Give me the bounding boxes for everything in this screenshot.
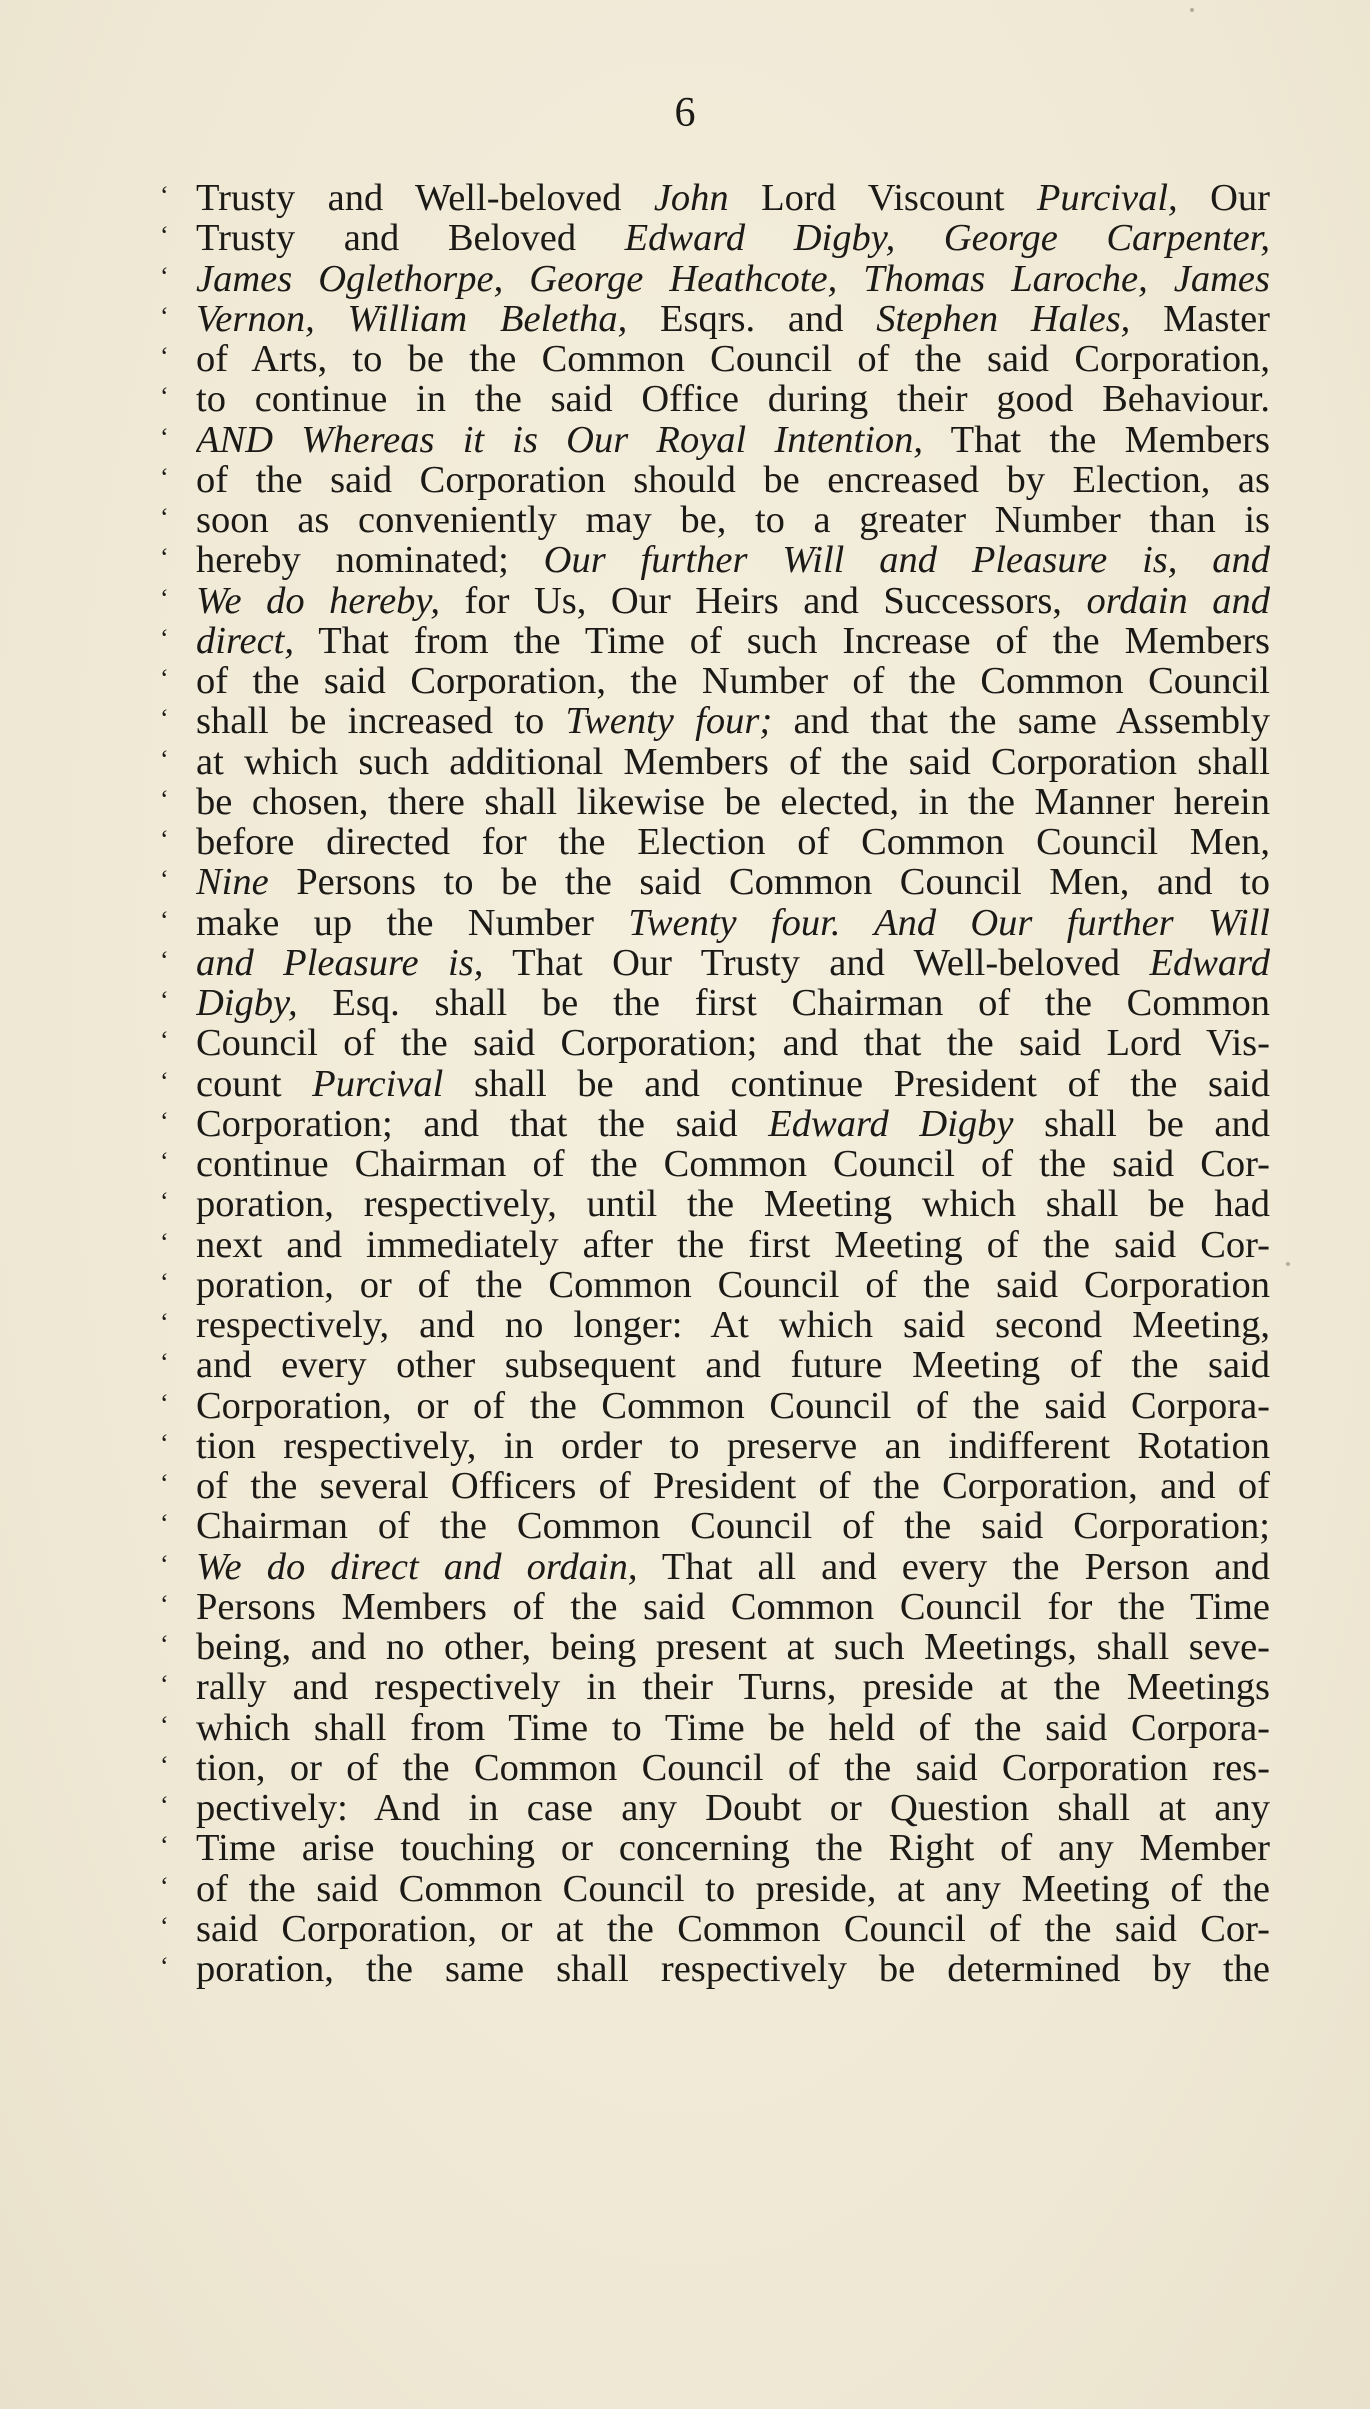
quote-mark: ‘ [160, 1630, 169, 1659]
text-line [160, 742, 1270, 782]
text-run: before directed for the Election of Common Council Men, [196, 822, 1270, 863]
quote-mark: ‘ [160, 261, 169, 291]
italic-run: and Pleasure is, [196, 942, 484, 983]
text-run: Esq. shall be the first Chairman of the Common [297, 983, 1270, 1024]
italic-run: Purcival, [1036, 178, 1178, 219]
text-run: next and immediately after the first Meeting of the said Cor- [196, 1224, 1270, 1265]
text-run: Trusty and Beloved [196, 218, 625, 259]
line-text [196, 500, 1270, 540]
text-run: soon as conveniently may be, to a greater Number than is [196, 500, 1270, 541]
text-run: Corporation, or of the Common Council of the said Corpora- [196, 1385, 1270, 1426]
text-run: make up the Number [196, 902, 629, 943]
text-line [160, 460, 1270, 500]
line-text [196, 1708, 1270, 1748]
quote-mark: ‘ [160, 1308, 169, 1337]
quote-mark: ‘ [160, 1871, 169, 1901]
text-line [160, 1949, 1270, 1989]
quote-mark: ‘ [160, 1710, 169, 1740]
line-text [196, 1667, 1270, 1707]
quote-mark: ‘ [160, 704, 169, 734]
italic-run: We do direct and ordain, [196, 1546, 638, 1587]
line-text [196, 1225, 1270, 1265]
text-line [160, 218, 1270, 258]
quote-mark: ‘ [160, 181, 169, 210]
line-text [196, 1869, 1270, 1909]
paper-speck [1190, 8, 1194, 12]
text-run: and that the same Assembly [772, 701, 1270, 742]
text-run: Trusty and Well-beloved [196, 178, 654, 219]
quote-mark: ‘ [160, 865, 169, 895]
text-line [160, 661, 1270, 701]
italic-run: James Oglethorpe, George Heathcote, Thomas Laroche, James [196, 258, 1270, 299]
text-line [160, 1305, 1270, 1345]
text-run: Chairman of the Common Council of the said Corporation; [196, 1506, 1270, 1547]
quote-mark: ‘ [160, 1549, 169, 1579]
text-line [160, 822, 1270, 862]
text-run: shall be increased to [196, 701, 566, 742]
line-text [196, 1587, 1270, 1627]
text-run: Our [1177, 178, 1270, 219]
quote-mark: ‘ [160, 382, 169, 412]
text-line [160, 1345, 1270, 1385]
quote-mark: ‘ [160, 342, 169, 371]
text-line [160, 1064, 1270, 1104]
italic-run: Nine [196, 862, 269, 903]
text-line [160, 1023, 1270, 1063]
line-text [196, 1466, 1270, 1506]
quote-mark: ‘ [160, 1026, 169, 1056]
line-text [196, 1909, 1270, 1949]
text-run: Lord Viscount [728, 178, 1037, 219]
line-text [196, 1828, 1270, 1868]
italic-run: AND Whereas it is Our Royal Intention, [196, 419, 924, 460]
text-run: be chosen, there shall likewise be elected, in the Manner herein [196, 781, 1270, 822]
text-run: tion respectively, in order to preserve an indifferent Rotation [196, 1425, 1270, 1466]
text-run: of the several Officers of President of the Corporation, and of [196, 1466, 1270, 1507]
quote-mark: ‘ [160, 1147, 169, 1176]
text-line [160, 1144, 1270, 1184]
quote-mark: ‘ [160, 1469, 169, 1498]
text-run: That from the Time of such Increase of the Members [294, 620, 1270, 661]
quote-mark: ‘ [160, 1227, 169, 1257]
quote-mark: ‘ [160, 503, 169, 532]
text-line [160, 299, 1270, 339]
text-run: Master [1130, 298, 1270, 339]
quote-mark: ‘ [160, 1670, 169, 1700]
text-line [160, 1869, 1270, 1909]
text-run: Persons Members of the said Common Council for the Time [196, 1586, 1270, 1627]
text-line [160, 862, 1270, 902]
quote-mark: ‘ [160, 1952, 169, 1981]
line-text [196, 218, 1270, 258]
text-line [160, 1547, 1270, 1587]
text-line [160, 1225, 1270, 1265]
quote-mark: ‘ [160, 1428, 169, 1458]
italic-run: Digby, [196, 983, 298, 1024]
text-run: pectively: And in case any Doubt or Question shall at any [196, 1788, 1270, 1829]
italic-run: Edward Digby, George Carpenter, [624, 218, 1270, 259]
line-text [196, 1426, 1270, 1466]
italic-run: Our further Will and Pleasure is, and [543, 540, 1270, 581]
line-text [196, 1547, 1270, 1587]
italic-run: Twenty four; [565, 701, 773, 742]
text-line [160, 1708, 1270, 1748]
text-run: poration, or of the Common Council of the said Corporation [196, 1264, 1270, 1305]
quote-mark: ‘ [160, 825, 169, 854]
text-line [160, 1265, 1270, 1305]
text-line [160, 1909, 1270, 1949]
text-run: poration, respectively, until the Meeting which shall be had [196, 1184, 1270, 1225]
italic-run: John [653, 178, 729, 219]
text-run: which shall from Time to Time be held of the said Corpora- [196, 1707, 1270, 1748]
quote-mark: ‘ [160, 462, 169, 492]
text-line [160, 1386, 1270, 1426]
text-run: That Our Trusty and Well-beloved [483, 942, 1150, 983]
text-run: and every other subsequent and future Meeting of the said [196, 1345, 1270, 1386]
text-run: of the said Corporation should be encreased by Election, as [196, 459, 1270, 500]
quote-mark: ‘ [160, 1831, 169, 1861]
line-text [196, 1064, 1270, 1104]
quote-mark: ‘ [160, 1911, 169, 1941]
italic-run: Stephen Hales, [876, 298, 1131, 339]
text-line [160, 259, 1270, 299]
line-text [196, 1023, 1270, 1063]
italic-run: Purcival [312, 1063, 444, 1104]
line-text [196, 862, 1270, 902]
quote-mark: ‘ [160, 422, 169, 452]
line-text [196, 259, 1270, 299]
text-line [160, 420, 1270, 460]
line-text [196, 742, 1270, 782]
text-line [160, 1184, 1270, 1224]
text-run: for Us, Our Heirs and Successors, [440, 580, 1087, 621]
body-text [160, 178, 1270, 1989]
quote-mark: ‘ [160, 1267, 169, 1297]
text-run: respectively, and no longer: At which said second Meeting, [196, 1305, 1270, 1346]
line-text [196, 983, 1270, 1023]
text-run: of the said Common Council to preside, at any Meeting of the [196, 1868, 1270, 1909]
text-line [160, 1506, 1270, 1546]
text-line [160, 379, 1270, 419]
text-run: hereby nominated; [196, 540, 544, 581]
line-text [196, 540, 1270, 580]
line-text [196, 1788, 1270, 1828]
text-line [160, 1627, 1270, 1667]
quote-mark: ‘ [160, 664, 169, 693]
text-line [160, 500, 1270, 540]
text-run: Persons to be the said Common Council Men, and to [268, 862, 1270, 903]
quote-mark: ‘ [160, 945, 169, 975]
text-run: rally and respectively in their Turns, preside at the Meetings [196, 1667, 1270, 1708]
line-text [196, 1386, 1270, 1426]
italic-run: ordain and [1086, 580, 1270, 621]
page-number: 6 [674, 90, 696, 136]
text-run: That the Members [923, 419, 1270, 460]
quote-mark: ‘ [160, 301, 169, 331]
line-text [196, 299, 1270, 339]
quote-mark: ‘ [160, 905, 169, 935]
text-run: Corporation; and that the said [196, 1103, 769, 1144]
text-run: being, and no other, being present at such Meetings, shall seve- [196, 1627, 1270, 1668]
text-line [160, 178, 1270, 218]
quote-mark: ‘ [160, 1187, 169, 1217]
text-run: of Arts, to be the Common Council of the said Corporation, [196, 339, 1270, 380]
text-line [160, 701, 1270, 741]
quote-mark: ‘ [160, 221, 169, 251]
text-run: Esqrs. and [627, 298, 877, 339]
quote-mark: ‘ [160, 1348, 169, 1378]
line-text [196, 661, 1270, 701]
quote-mark: ‘ [160, 1066, 169, 1096]
line-text [196, 1184, 1270, 1224]
text-line [160, 581, 1270, 621]
line-text [196, 1104, 1270, 1144]
text-line [160, 1667, 1270, 1707]
italic-run: Twenty four. And Our further Will [628, 902, 1270, 943]
quote-mark: ‘ [160, 1509, 169, 1539]
line-text [196, 1265, 1270, 1305]
text-line [160, 1466, 1270, 1506]
italic-run: Edward [1149, 942, 1270, 983]
text-run: said Corporation, or at the Common Council of the said Cor- [196, 1908, 1270, 1949]
text-run: shall be and continue President of the said [443, 1063, 1270, 1104]
text-run: count [196, 1063, 313, 1104]
line-text [196, 379, 1270, 419]
line-text [196, 1949, 1270, 1989]
quote-mark: ‘ [160, 1589, 169, 1619]
quote-mark: ‘ [160, 1106, 169, 1136]
quote-mark: ‘ [160, 1388, 169, 1418]
italic-run: Vernon, William Beletha, [196, 298, 628, 339]
line-text [196, 701, 1270, 741]
line-text [196, 1345, 1270, 1385]
text-run: poration, the same shall respectively be determined by the [196, 1949, 1270, 1990]
italic-run: We do hereby, [196, 580, 441, 621]
line-text [196, 782, 1270, 822]
quote-mark: ‘ [160, 623, 169, 653]
quote-mark: ‘ [160, 986, 169, 1015]
text-line [160, 1788, 1270, 1828]
text-run: shall be and [1013, 1103, 1270, 1144]
text-line [160, 1748, 1270, 1788]
text-line [160, 1587, 1270, 1627]
italic-run: direct, [196, 620, 294, 661]
italic-run: Edward Digby [768, 1103, 1014, 1144]
text-run: Time arise touching or concerning the Right of any Member [196, 1828, 1270, 1869]
line-text [196, 943, 1270, 983]
line-text [196, 822, 1270, 862]
text-line [160, 782, 1270, 822]
line-text [196, 1144, 1270, 1184]
text-line [160, 943, 1270, 983]
text-line [160, 1426, 1270, 1466]
line-text [196, 903, 1270, 943]
line-text [196, 581, 1270, 621]
line-text [196, 1506, 1270, 1546]
text-run: tion, or of the Common Council of the said Corporation res- [196, 1747, 1270, 1788]
quote-mark: ‘ [160, 784, 169, 814]
paper-speck [1286, 1262, 1290, 1266]
text-run: of the said Corporation, the Number of the Common Council [196, 661, 1270, 702]
quote-mark: ‘ [160, 1791, 169, 1820]
text-run: at which such additional Members of the said Corporation shall [196, 741, 1270, 782]
line-text [196, 420, 1270, 460]
text-line [160, 983, 1270, 1023]
text-run: to continue in the said Office during their good Behaviour. [196, 379, 1270, 420]
line-text [196, 1627, 1270, 1667]
text-line [160, 1828, 1270, 1868]
text-line [160, 621, 1270, 661]
line-text [196, 339, 1270, 379]
text-run: That all and every the Person and [637, 1546, 1270, 1587]
line-text [196, 1305, 1270, 1345]
text-line [160, 339, 1270, 379]
line-text [196, 178, 1270, 218]
line-text [196, 1748, 1270, 1788]
text-line [160, 903, 1270, 943]
text-run: Council of the said Corporation; and that the said Lord Vis- [196, 1023, 1270, 1064]
text-line [160, 1104, 1270, 1144]
line-text [196, 460, 1270, 500]
quote-mark: ‘ [160, 744, 169, 774]
line-text [196, 621, 1270, 661]
text-line [160, 540, 1270, 580]
quote-mark: ‘ [160, 583, 169, 613]
quote-mark: ‘ [160, 543, 169, 573]
quote-mark: ‘ [160, 1750, 169, 1780]
text-run: continue Chairman of the Common Council of the said Cor- [196, 1144, 1270, 1185]
